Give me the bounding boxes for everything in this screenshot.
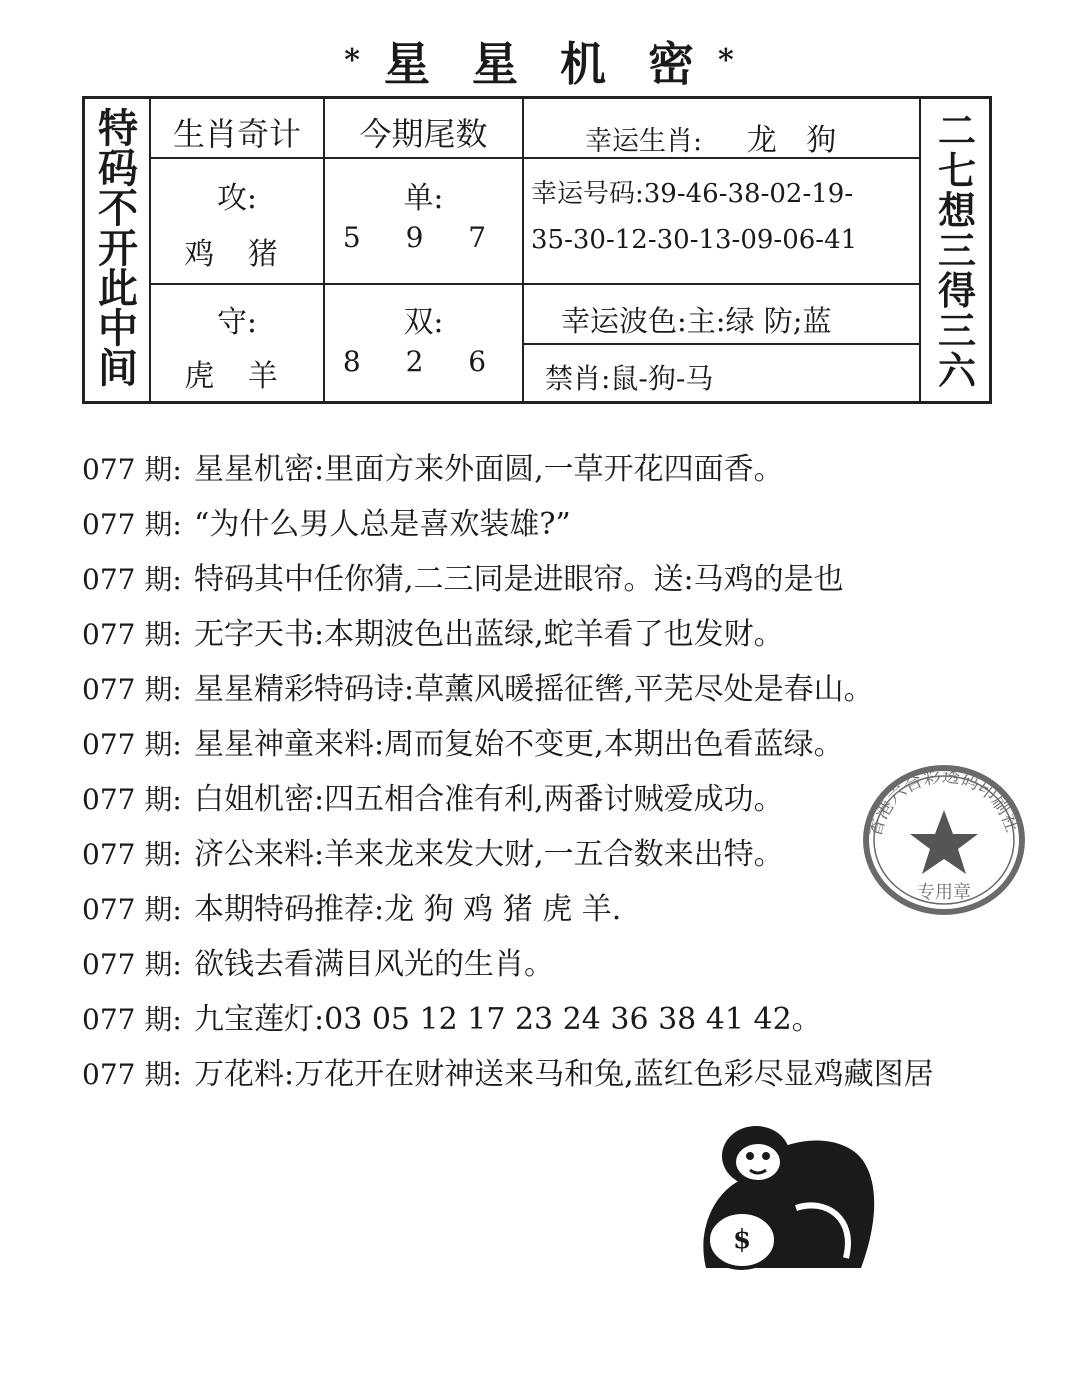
lucky-numbers-line-2: 35-30-12-30-13-09-06-41 [531, 225, 858, 255]
single-label: 单: [403, 181, 444, 216]
right-slogan-char: 三 [937, 228, 976, 273]
title-char: 星 [384, 37, 432, 91]
prediction-text: 本期特码推荐:龙 狗 鸡 猪 虎 羊. [194, 892, 622, 927]
divider [522, 343, 919, 345]
period-label: 077 期: [82, 453, 182, 486]
period-label: 077 期: [82, 838, 182, 871]
period-label: 077 期: [82, 1003, 182, 1036]
banned-zodiac: 禁肖:鼠-狗-马 [545, 362, 714, 395]
right-slogan-char: 七 [937, 148, 976, 193]
period-label: 077 期: [82, 673, 182, 706]
lucky-numbers-line-1: 幸运号码:39-46-38-02-19- [531, 179, 854, 209]
single-value: 5 9 7 [342, 221, 505, 254]
prediction-text: 星星精彩特码诗:草薰风暖摇征辔,平芜尽处是春山。 [194, 672, 874, 707]
info-table [82, 96, 992, 404]
double-value: 8 2 6 [342, 345, 505, 378]
prediction-line [82, 992, 1072, 1047]
defend-value: 虎 羊 [184, 359, 290, 394]
prediction-text: 济公来料:羊来龙来发大财,一五合数来出特。 [194, 837, 784, 872]
svg-text:专用章: 专用章 [917, 882, 971, 903]
divider [149, 283, 522, 285]
prediction-line [82, 937, 1072, 992]
svg-text:香港六合彩透码印刷社: 香港六合彩透码印刷社 [864, 765, 1023, 840]
prediction-text: 欲钱去看满目风光的生肖。 [194, 947, 554, 982]
prediction-text: 星星神童来料:周而复始不变更,本期出色看蓝绿。 [194, 727, 844, 762]
divider [149, 157, 522, 159]
period-label: 077 期: [82, 508, 182, 541]
left-slogan-char: 开 [98, 225, 138, 272]
prediction-line [82, 607, 1072, 662]
divider [522, 99, 524, 401]
prediction-text: 特码其中任你猜,二三同是进眼帘。送:马鸡的是也 [194, 562, 844, 597]
right-slogan-char: 想 [937, 188, 976, 233]
monkey-mascot-icon [686, 1118, 886, 1280]
title-char: 密 [648, 37, 696, 91]
svg-text:$: $ [732, 1225, 752, 1255]
attack-value: 鸡 猪 [184, 237, 290, 272]
left-slogan-char: 间 [98, 345, 138, 392]
lucky-color: 幸运波色:主:绿 防;蓝 [561, 304, 832, 338]
period-label: 077 期: [82, 618, 182, 651]
period-label: 077 期: [82, 728, 182, 761]
prediction-line [82, 662, 1072, 717]
right-slogan-char: 得 [937, 268, 976, 313]
title-star-right: * [718, 43, 736, 78]
left-slogan-char: 码 [98, 145, 138, 192]
prediction-text: 九宝莲灯:03 05 12 17 23 24 36 38 41 42。 [194, 1002, 822, 1037]
seal-stamp-icon [858, 758, 1030, 918]
lucky-zodiac-label: 幸运生肖: [585, 126, 703, 157]
double-label: 双: [403, 305, 444, 340]
prediction-text: “为什么男人总是喜欢装雄?” [194, 507, 571, 542]
prediction-text: 万花料:万花开在财神送来马和兔,蓝红色彩尽显鸡藏图居 [194, 1057, 934, 1092]
prediction-line [82, 442, 1072, 497]
period-label: 077 期: [82, 893, 182, 926]
right-slogan-char: 三 [937, 308, 976, 353]
period-label: 077 期: [82, 783, 182, 816]
left-slogan-char: 特 [98, 105, 138, 152]
left-slogan-char: 中 [98, 305, 138, 352]
page-title [0, 28, 1080, 94]
divider [522, 283, 919, 285]
right-slogan-char: 二 [937, 108, 976, 153]
lucky-zodiac-value: 龙 狗 [746, 123, 847, 158]
prediction-text: 白姐机密:四五相合准有利,两番讨贼爱成功。 [194, 782, 784, 817]
defend-label: 守: [216, 305, 258, 340]
title-char: 机 [560, 37, 608, 91]
zodiac-plan-header: 生肖奇计 [172, 115, 301, 153]
attack-label: 攻: [216, 181, 258, 216]
period-label: 077 期: [82, 563, 182, 596]
left-vertical-slogan [93, 105, 143, 392]
prediction-line [82, 1047, 1072, 1102]
divider [919, 99, 921, 401]
prediction-line [82, 497, 1072, 552]
title-star-left: * [344, 43, 362, 78]
prediction-text: 无字天书:本期波色出蓝绿,蛇羊看了也发财。 [194, 617, 784, 652]
right-slogan-char: 六 [937, 348, 976, 393]
left-slogan-char: 不 [98, 185, 138, 232]
title-char: 星 [472, 37, 520, 91]
prediction-line [82, 552, 1072, 607]
period-label: 077 期: [82, 1058, 182, 1091]
tail-number-header: 今期尾数 [359, 115, 488, 153]
lucky-zodiac [585, 115, 905, 159]
period-label: 077 期: [82, 948, 182, 981]
left-slogan-char: 此 [98, 265, 138, 312]
right-vertical-slogan [927, 108, 987, 393]
prediction-text: 星星机密:里面方来外面圆,一草开花四面香。 [194, 452, 784, 487]
